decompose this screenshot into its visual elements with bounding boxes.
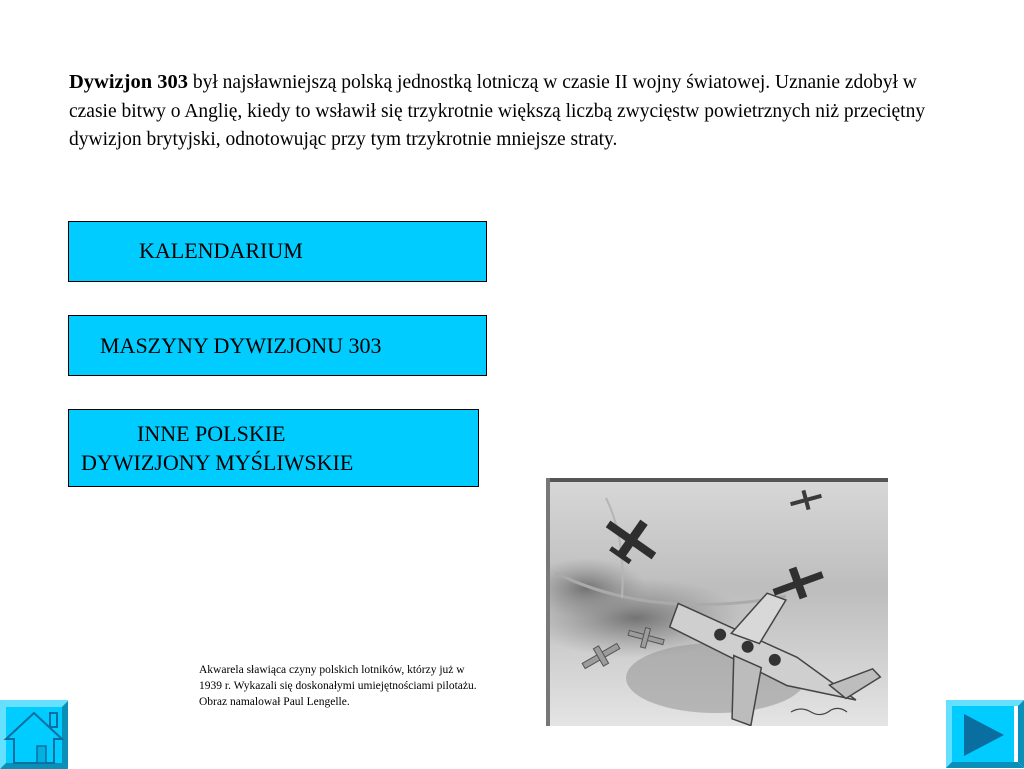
play-next-icon [946, 700, 1024, 768]
caption-line-1: Akwarela sławiąca czyny polskich lotników, którzy już w [199, 664, 465, 676]
kalendarium-button[interactable] [68, 221, 487, 282]
maszyny-label: MASZYNY DYWIZJONU 303 [100, 333, 382, 358]
inne-dywizjony-button[interactable] [68, 409, 479, 487]
intro-paragraph [69, 68, 949, 155]
intro-title: Dywizjon 303 [69, 71, 189, 93]
intro-text: był najsławniejszą polską jednostką lotniczą w czasie II wojny światowej. Uznanie zdobył w czasie bitwy o Anglię, kiedy to wsławił się trzykrotnie większą liczbą zwycięstw powietrznych niż przeciętny dywizjon brytyjski, odnotowując przy tym trzykrotnie mniejsze straty. [69, 72, 926, 150]
caption-line-3: Obraz namalował Paul Lengelle. [199, 696, 350, 708]
caption-line-2: 1939 r. Wykazali się doskonałymi umiejętnościami pilotażu. [199, 680, 477, 692]
home-icon [0, 701, 68, 769]
painting-caption [199, 662, 549, 710]
dogfight-painting [546, 478, 888, 726]
inne-dywizjony-label-line2: DYWIZJONY MYŚLIWSKIE [81, 450, 354, 475]
kalendarium-label: KALENDARIUM [139, 238, 303, 263]
inne-dywizjony-label-line1: INNE POLSKIE [137, 421, 286, 446]
maszyny-button[interactable] [68, 315, 487, 376]
home-button[interactable] [0, 700, 68, 768]
next-slide-button[interactable] [946, 700, 1014, 768]
